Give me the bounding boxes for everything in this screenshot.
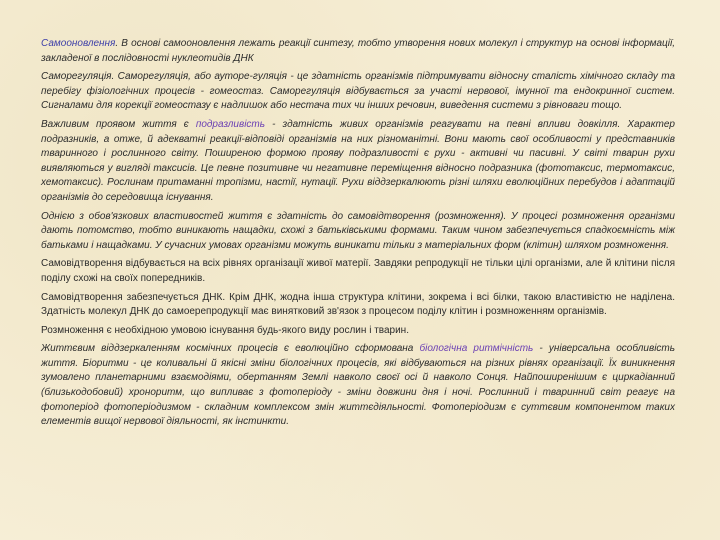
text-body	[41, 37, 675, 434]
term-irritability: подразливість	[195, 118, 265, 130]
paragraph-self-renewal	[41, 37, 675, 66]
paragraph-self-reproduction-levels: Самовідтворення відбувається на всіх рівнях організації живої матерії. Завдяки репродукції не тільки цілі організми, але й клітини після поділу схожі на своїх попередників.	[41, 258, 675, 284]
paragraph-self-regulation: Саморегуляція. Саморегуляція, або ауторе-гуляція - це здатність організмів підтримувати відносну сталість хімічного складу та перебігу фізіологічних процесів - гомеостаз. Саморегуляція відбувається за участі нервової, імунної та ендокринної систем. Сигналами для корекції гомеостазу є надлишок або нестача тих чи інших речовин, виведення системи з рівноваги тощо.	[41, 71, 675, 112]
paragraph-dna: Самовідтворення забезпечується ДНК. Крім ДНК, жодна інша структура клітини, зокрема і всі білки, такою властивістю не наділена. Здатність молекул ДНК до самоерепродукції має винятковий зв'язок з процесом поділу клітин і розмноженням організмів.	[41, 291, 675, 318]
paragraph-text: - універсальна особливість життя. Біоритми - це коливальні й якісні зміни біологічних процесів, які відбуваються на різних рівнях організації. Їх виникнення зумовлено планетарними взаємодіями, обертанням Землі навколо своєї осі й навколо Сонця. Найпоширенішим є циркадіанний (близькодобовий) хроноритм, що випливає з фотоперіоду - зміни довжини дня і ночі. Рослинний і тваринний світ реагує на фотоперіод фотоперіодизмом - складним комплексом змін життєдіяльності. Фотоперіодизм є суттєвим компонентом таких елементів вищої нервової діяльності, як інстинкти.	[41, 343, 675, 428]
paragraph-text: Життєвим віддзеркаленням космічних процесів є еволюційно сформована	[41, 343, 420, 355]
paragraph-text: Важливим проявом життя є	[41, 118, 196, 130]
paragraph-reproduction: Однією з обов'язкових властивостей життя є здатність до самовідтворення (розмноження). У процесі розмноження організми дають потомство, тобто виникають нащадки, схожі з батьківськими формами. Таким чином забезпечується спадкоємність між батьками і нащадками. У сучасних умовах організми можуть виникати тільки з матеріальних форм (клітин) шляхом розмноження.	[41, 210, 675, 251]
paragraph-text: - здатність живих організмів реагувати на певні впливи довкілля. Характер подразників, а отже, й адекватні реакції-відповіді організмів на них різноманітні. Вони мають свої особливості у представників тваринного і рослинного світу. Поширеною формою прояву подразливості є рухи - активні чи пасивні. У світі тварин рухи виявляються у вигляді таксисів. Це певне позитивне чи негативне переміщення відносно подразника (фототаксис, термотаксис, хемотаксис). Рослинам притаманні тропізми, настії, нутації. Рухи віддзеркалюють різні шляхи еволюційних перебудов і адаптацій організмів до середовища існування.	[41, 118, 675, 203]
term-self-renewal: Самооновлення	[41, 38, 116, 49]
paragraph-reproduction-condition: Розмноження є необхідною умовою існування будь-якого виду рослин і тварин.	[41, 324, 409, 336]
paragraph-biorhythms	[41, 342, 675, 430]
term-biorhythms: біологічна ритмічність	[419, 343, 534, 355]
paragraph-irritability	[41, 118, 675, 206]
paragraph-text: . В основі самооновлення лежать реакції синтезу, тобто утворення нових молекул і структур на основі інформації, закладеної в послідовності нуклеотидів ДНК	[41, 38, 675, 64]
